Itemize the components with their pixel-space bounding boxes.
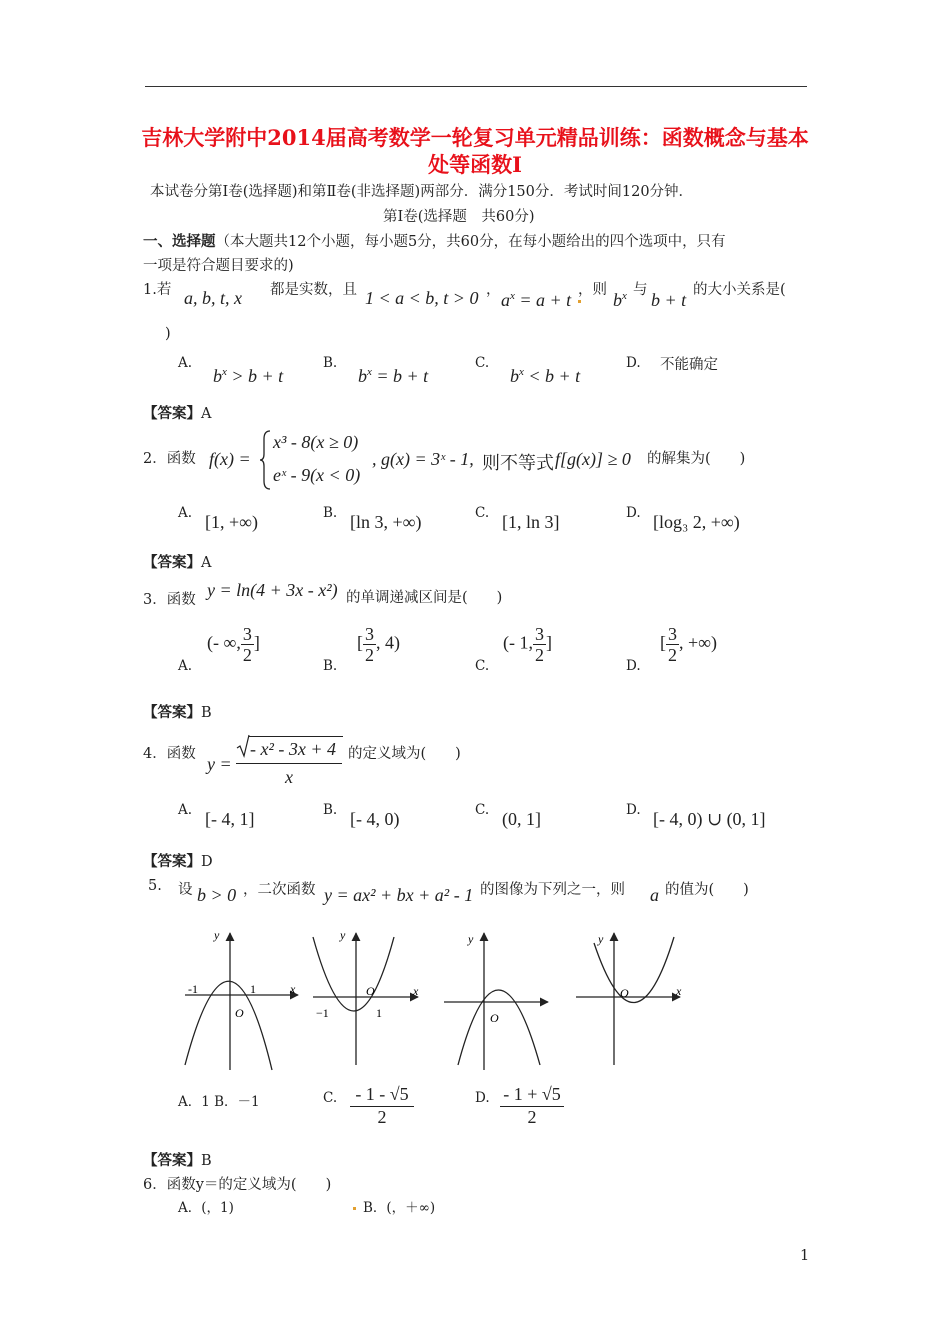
q1-comma: ， <box>486 282 501 298</box>
graph-d <box>576 932 682 1065</box>
q1-option-b-label: B. <box>323 355 338 371</box>
q6-text: 6．函数y＝的定义域为( ) <box>143 1177 332 1193</box>
q3-opt-d-num: 3 <box>668 624 677 644</box>
q2-option-d-label: D. <box>626 505 641 521</box>
q4-option-b: [- 4, 0) <box>350 809 400 829</box>
q2-case2: eˣ - 9(x < 0) <box>273 465 361 485</box>
q3-text1: 的单调递减区间是( ) <box>346 590 503 606</box>
answer-label: 【答案】 <box>143 704 201 721</box>
part1-desc1: （本大题共12个小题，每小题5分，共60分，在每小题给出的四个选项中，只有 <box>215 234 726 250</box>
q1-opt-c-rhs: < b + t <box>523 366 581 386</box>
q3-opt-a-num: 3 <box>242 624 252 644</box>
part1-intro <box>143 230 726 251</box>
q5-answer-value: B <box>201 1153 212 1169</box>
q1-opt-c-exp: x <box>519 366 524 378</box>
q5-text2: 的图像为下列之一，则 <box>480 882 625 898</box>
q2-answer-value: A <box>201 555 212 571</box>
q1-vars: a, b, t, x <box>184 288 242 308</box>
q2-brace <box>259 429 271 491</box>
section-header: 第Ⅰ卷(选择题 共60分) <box>383 209 535 225</box>
graph-c-y-label: y <box>468 932 474 946</box>
q1-opt-a-exp: x <box>222 366 227 378</box>
graph-a <box>185 928 298 1070</box>
answer-label: 【答案】 <box>143 554 201 571</box>
graph-b-x-label: x <box>413 984 419 998</box>
q2-text2: 的解集为( ) <box>647 451 746 467</box>
q3-opt-d-den: 2 <box>668 645 677 665</box>
graph-b-y-label: y <box>340 928 346 942</box>
q2-option-a-label: A. <box>178 505 193 521</box>
q1-bx-base: b <box>613 290 622 310</box>
q3-option-a <box>207 624 260 665</box>
q3-opt-d-post: , +∞) <box>679 632 717 653</box>
q2-inequality: f[g(x)] ≥ 0 <box>555 449 631 469</box>
q3-answer <box>143 701 212 722</box>
q1-option-a-label: A. <box>178 355 193 371</box>
sqrt-icon <box>236 734 250 758</box>
graph-a-p1: 1 <box>250 982 256 996</box>
q5-a: a <box>650 885 659 905</box>
q1-number: 1.若 <box>143 282 172 298</box>
q4-fraction-bar <box>236 763 342 764</box>
q1-eq-rhs: = a + t <box>514 290 572 310</box>
q5-text1: ，二次函数 <box>243 882 316 898</box>
graph-d-origin: O <box>620 986 629 1000</box>
q3-opt-c-pre: (- 1, <box>503 632 533 653</box>
graph-b-origin: O <box>366 984 375 998</box>
q5-answer <box>143 1149 212 1170</box>
page-number: 1 <box>800 1248 810 1264</box>
q1-bx <box>613 290 627 311</box>
graph-a-origin: O <box>235 1006 244 1020</box>
q1-option-c-label: C. <box>475 355 490 371</box>
q3-opt-c-num: 3 <box>535 624 544 644</box>
q6-option-b: B．(，＋∞) <box>363 1200 436 1216</box>
q5-opt-c-den: 2 <box>377 1107 387 1127</box>
q5-number: 5. <box>148 878 162 894</box>
q2-option-d: [log₃ 2, +∞) <box>653 512 740 532</box>
q4-option-a: [- 4, 1] <box>205 809 255 829</box>
stray-dot <box>578 300 581 303</box>
q1-opt-b-lhs: b <box>358 366 367 386</box>
q2-option-c: [1, ln 3] <box>502 512 560 532</box>
q5-graphs <box>180 925 700 1075</box>
brace-icon <box>259 429 271 491</box>
stray-dot-2 <box>353 1207 356 1210</box>
q2-fx: f(x) = <box>209 449 251 469</box>
q5-opt-c-num: - 1 - √5 <box>350 1084 414 1107</box>
q1-opt-a-lhs: b <box>213 366 222 386</box>
q1-text5: ) <box>165 326 171 342</box>
graph-d-y-label: y <box>598 932 604 946</box>
graph-c <box>444 932 548 1070</box>
graph-d-curve <box>594 937 674 1003</box>
q1-option-d: 不能确定 <box>660 357 718 373</box>
q3-opt-a-post: ] <box>253 632 260 653</box>
q3-opt-b-den: 2 <box>365 645 374 665</box>
q5-opt-d-den: 2 <box>527 1107 537 1127</box>
q3-option-a-label: A. <box>178 658 193 674</box>
part1-heading: 一、选择题 <box>143 233 216 250</box>
q2-text1: 则不等式 <box>482 453 554 473</box>
q3-opt-b-post: , 4) <box>376 632 400 653</box>
q2-number: 2．函数 <box>143 451 196 467</box>
q1-condition: 1 < a < b, t > 0 <box>365 288 479 308</box>
q1-option-a <box>213 366 283 387</box>
q1-text3: 与 <box>633 282 648 298</box>
q3-number: 3．函数 <box>143 592 196 608</box>
page-title: 吉林大学附中2014届高考数学一轮复习单元精品训练：函数概念与基本处等函数Ⅰ <box>141 125 809 177</box>
q1-option-b <box>358 366 428 387</box>
q1-text4: 的大小关系是( <box>693 282 786 298</box>
q1-equation <box>501 290 571 311</box>
q4-numerator: - x² - 3x + 4 <box>250 739 337 759</box>
q5-option-c <box>350 1084 414 1128</box>
q5-condition: b > 0 <box>197 885 237 905</box>
graph-a-m1: -1 <box>188 982 198 996</box>
intro-text: 本试卷分第Ⅰ卷(选择题)和第Ⅱ卷(非选择题)两部分．满分150分．考试时间120分钟． <box>150 184 694 200</box>
q1-opt-c-lhs: b <box>510 366 519 386</box>
graph-b-p1: 1 <box>376 1006 382 1020</box>
q3-option-d <box>660 624 717 665</box>
q5-option-d <box>500 1084 564 1128</box>
q5-opt-d-num: - 1 + √5 <box>500 1084 564 1107</box>
q5-text3: 的值为( ) <box>665 882 749 898</box>
answer-label: 【答案】 <box>143 853 201 870</box>
q5-options-ab: A．1 B．－1 <box>178 1094 260 1110</box>
q2-gx: , g(x) = 3ˣ - 1, <box>372 449 474 469</box>
q3-opt-b-num: 3 <box>365 624 374 644</box>
q4-option-d: [- 4, 0) ∪ (0, 1] <box>653 809 766 829</box>
q2-answer <box>143 551 211 572</box>
q4-answer <box>143 850 213 871</box>
q3-opt-c-den: 2 <box>535 645 544 665</box>
q1-bt: b + t <box>651 290 687 310</box>
q4-option-a-label: A. <box>178 802 193 818</box>
q1-opt-b-rhs: = b + t <box>371 366 429 386</box>
q1-text2: ，则 <box>578 282 607 298</box>
q1-option-c <box>510 366 580 387</box>
q3-opt-c-post: ] <box>546 632 552 653</box>
q4-option-b-label: B. <box>323 802 338 818</box>
q1-opt-a-rhs: > b + t <box>226 366 284 386</box>
q3-option-d-label: D. <box>626 658 641 674</box>
graph-b-curve <box>313 937 394 1011</box>
q1-eq-lhs: a <box>501 290 510 310</box>
q3-option-c <box>503 624 552 665</box>
q4-answer-value: D <box>201 854 213 870</box>
answer-label: 【答案】 <box>143 405 201 422</box>
q2-case1: x³ - 8(x ≥ 0) <box>273 432 359 452</box>
answer-label: 【答案】 <box>143 1152 201 1169</box>
q3-answer-value: B <box>201 705 212 721</box>
header-rule <box>145 86 807 87</box>
graph-b-m1: −1 <box>316 1006 329 1020</box>
q4-y: y = <box>207 754 232 774</box>
q4-denominator: x <box>285 767 293 787</box>
q3-opt-a-pre: (- ∞, <box>207 632 241 653</box>
q4-option-d-label: D. <box>626 802 641 818</box>
q2-option-c-label: C. <box>475 505 490 521</box>
q1-eq-exp: x <box>510 290 515 302</box>
q5-option-c-label: C. <box>323 1090 338 1106</box>
part1-desc2: 一项是符合题目要求的) <box>143 258 294 274</box>
q3-opt-b-pre: [ <box>357 632 363 653</box>
q6-option-a: A．(，1) <box>178 1200 234 1216</box>
q5-text0: 设 <box>178 882 193 898</box>
q2-option-b-label: B. <box>323 505 338 521</box>
graph-a-x-label: x <box>290 982 296 996</box>
q2-option-a: [1, +∞) <box>205 512 258 532</box>
q1-option-d-label: D. <box>626 355 641 371</box>
q3-opt-a-den: 2 <box>242 645 252 665</box>
q5-expr: y = ax² + bx + a² - 1 <box>324 885 474 905</box>
q1-text1: 都是实数，且 <box>270 282 357 298</box>
q3-expr: y = ln(4 + 3x - x²) <box>207 580 338 600</box>
q4-text1: 的定义域为( ) <box>348 746 461 762</box>
q3-option-b <box>357 624 400 665</box>
graph-c-curve <box>458 990 540 1065</box>
q4-option-c-label: C. <box>475 802 490 818</box>
graph-b <box>313 928 419 1065</box>
q3-opt-d-pre: [ <box>660 632 666 653</box>
q1-answer <box>143 402 211 423</box>
graph-d-x-label: x <box>676 984 682 998</box>
q1-answer-value: A <box>201 406 212 422</box>
graph-a-y-label: y <box>214 928 220 942</box>
q5-option-d-label: D. <box>475 1090 490 1106</box>
q4-number: 4．函数 <box>143 746 196 762</box>
q1-bx-exp: x <box>622 290 627 302</box>
graph-c-origin: O <box>490 1011 499 1025</box>
q1-opt-b-exp: x <box>367 366 372 378</box>
q2-option-b: [ln 3, +∞) <box>350 512 422 532</box>
q3-option-b-label: B. <box>323 658 338 674</box>
q3-option-c-label: C. <box>475 658 490 674</box>
q4-option-c: (0, 1] <box>502 809 541 829</box>
